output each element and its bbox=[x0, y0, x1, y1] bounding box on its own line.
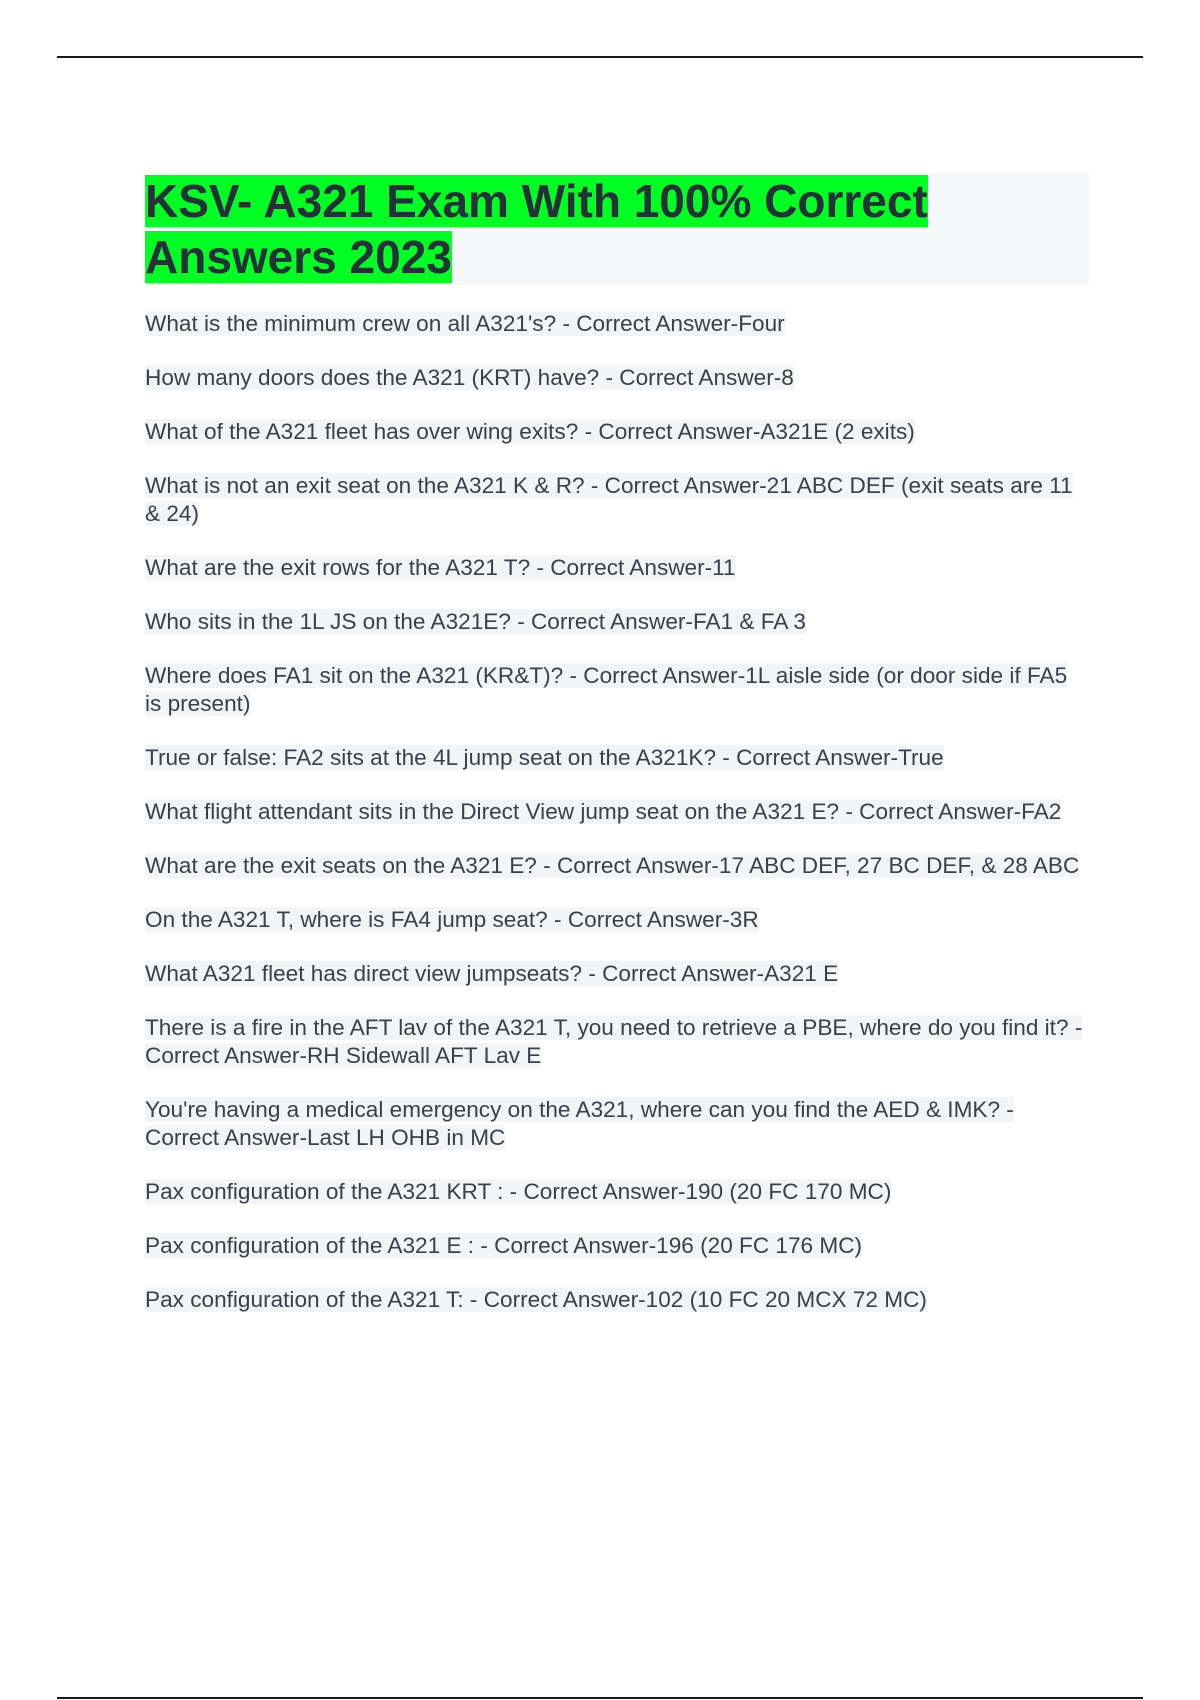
qa-item bbox=[145, 472, 1089, 528]
qa-text: Who sits in the 1L JS on the A321E? - Correct Answer-FA1 & FA 3 bbox=[145, 609, 806, 634]
qa-text: What of the A321 fleet has over wing exits? - Correct Answer-A321E (2 exits) bbox=[145, 419, 915, 444]
qa-text: Pax configuration of the A321 E : - Correct Answer-196 (20 FC 176 MC) bbox=[145, 1233, 863, 1258]
qa-text: Pax configuration of the A321 T: - Correct Answer-102 (10 FC 20 MCX 72 MC) bbox=[145, 1287, 927, 1312]
qa-item bbox=[145, 1178, 1089, 1206]
qa-text: On the A321 T, where is FA4 jump seat? - Correct Answer-3R bbox=[145, 907, 759, 932]
qa-text: How many doors does the A321 (KRT) have? - Correct Answer-8 bbox=[145, 365, 794, 390]
qa-text: What A321 fleet has direct view jumpseats? - Correct Answer-A321 E bbox=[145, 961, 839, 986]
qa-text: Pax configuration of the A321 KRT : - Correct Answer-190 (20 FC 170 MC) bbox=[145, 1179, 892, 1204]
qa-text: What flight attendant sits in the Direct View jump seat on the A321 E? - Correct Answer-FA2 bbox=[145, 799, 1062, 824]
qa-text: Where does FA1 sit on the A321 (KR&T)? - Correct Answer-1L aisle side (or door side if FA5 is present) bbox=[145, 663, 1068, 716]
qa-item bbox=[145, 364, 1089, 392]
qa-item bbox=[145, 1014, 1089, 1070]
qa-text: True or false: FA2 sits at the 4L jump seat on the A321K? - Correct Answer-True bbox=[145, 745, 944, 770]
qa-item bbox=[145, 554, 1089, 582]
qa-text: There is a fire in the AFT lav of the A321 T, you need to retrieve a PBE, where do you find it? - Correct Answer-RH Sidewall AFT Lav E bbox=[145, 1015, 1083, 1068]
qa-text: You're having a medical emergency on the A321, where can you find the AED & IMK? - Correct Answer-Last LH OHB in MC bbox=[145, 1097, 1014, 1150]
top-rule bbox=[57, 56, 1143, 58]
title-highlight: KSV- A321 Exam With 100% Correct Answers 2023 bbox=[145, 175, 928, 283]
qa-text: What is not an exit seat on the A321 K & R? - Correct Answer-21 ABC DEF (exit seats are 11 & 24) bbox=[145, 473, 1073, 526]
qa-item bbox=[145, 608, 1089, 636]
qa-text: What are the exit seats on the A321 E? - Correct Answer-17 ABC DEF, 27 BC DEF, & 28 ABC bbox=[145, 853, 1080, 878]
document-title bbox=[145, 173, 975, 285]
qa-item bbox=[145, 744, 1089, 772]
qa-list bbox=[145, 310, 1089, 1340]
qa-item bbox=[145, 798, 1089, 826]
qa-item bbox=[145, 852, 1089, 880]
qa-item bbox=[145, 1286, 1089, 1314]
qa-item bbox=[145, 310, 1089, 338]
qa-item bbox=[145, 418, 1089, 446]
qa-item bbox=[145, 1232, 1089, 1260]
qa-item bbox=[145, 662, 1089, 718]
qa-item bbox=[145, 1096, 1089, 1152]
title-block bbox=[145, 173, 1089, 285]
qa-text: What is the minimum crew on all A321's? - Correct Answer-Four bbox=[145, 311, 785, 336]
qa-item bbox=[145, 906, 1089, 934]
bottom-rule bbox=[57, 1697, 1143, 1699]
qa-text: What are the exit rows for the A321 T? - Correct Answer-11 bbox=[145, 555, 736, 580]
qa-item bbox=[145, 960, 1089, 988]
